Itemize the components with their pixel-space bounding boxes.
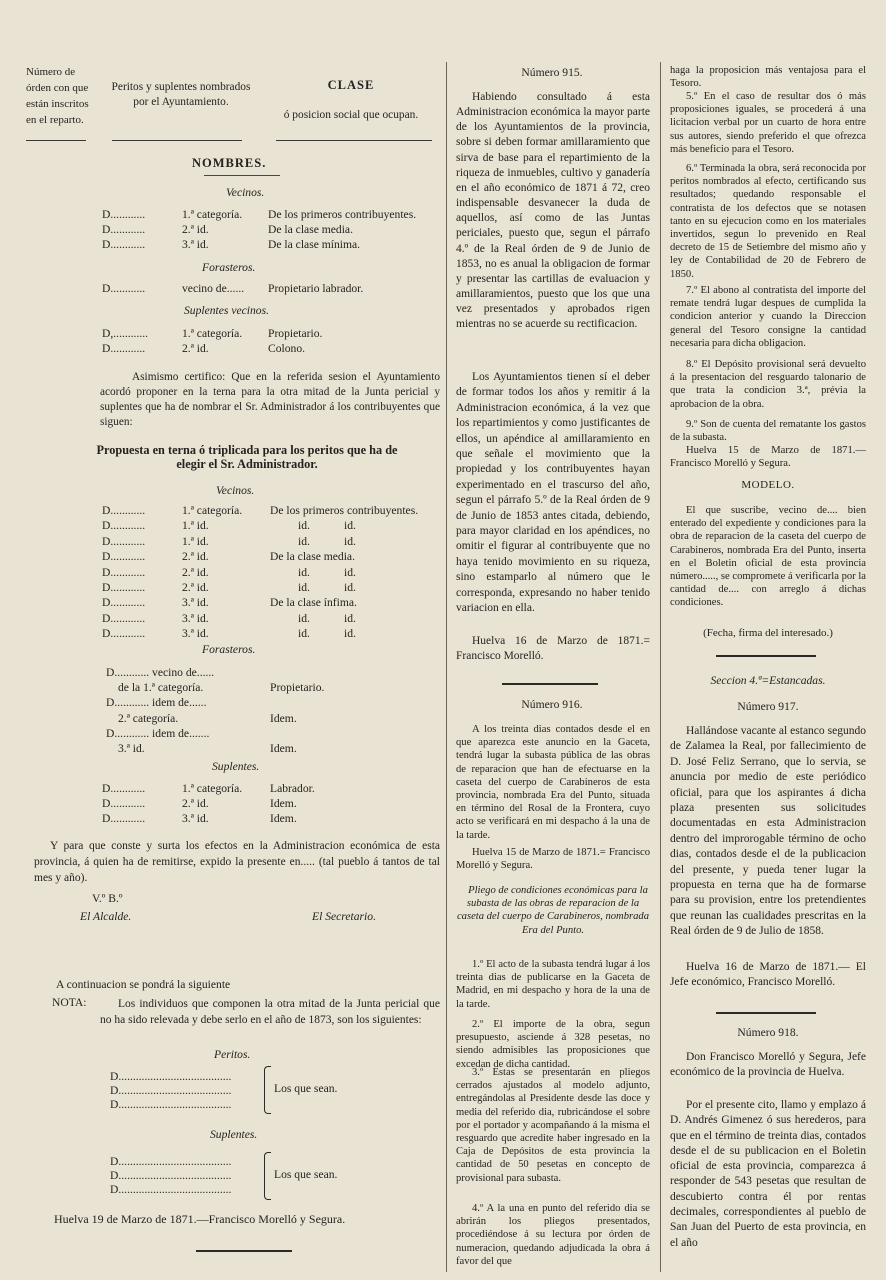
- nota-paragraph: Los individuos que componen la otra mitad de la Junta pericial que no ha sido relevada y debe serlo en el año de 1873, son los siguientes:: [100, 998, 440, 1026]
- cell: 2.ª id.: [182, 565, 209, 579]
- nombres-heading: NOMBRES.: [192, 156, 267, 170]
- brace: [264, 1152, 271, 1200]
- closing-rule: [196, 1250, 292, 1252]
- suplentes-heading: Suplentes.: [212, 760, 260, 773]
- condicion-5: 5.º En el caso de resultar dos ó más proposiciones iguales, se procederá á una licitacion verbal por un cuarto de hora entre sus autores, siendo preferido el que ofrezca más beneficio para el Tesoro.: [670, 91, 866, 155]
- cell: D............ idem de......: [106, 696, 207, 710]
- column-right: [668, 0, 868, 1280]
- cell: id.: [298, 627, 310, 641]
- modelo-heading: MODELO.: [741, 479, 795, 491]
- continued-text: haga la proposicion más ventajosa para el Tesoro.: [670, 65, 866, 90]
- header-underline: [26, 140, 86, 141]
- conste-paragraph: Y para que conste y surta los efectos en la Administracion económica de esta provincia, á quien ha de remitirse, expido la presente en..... (tal pueblo á tantos de tal mes y año).: [34, 840, 440, 884]
- cell: Colono.: [268, 342, 306, 355]
- visto-bueno: V.º B.º: [92, 892, 123, 905]
- header-underline: [112, 140, 242, 141]
- cell: D............: [102, 581, 146, 594]
- cell: 1.ª id.: [182, 534, 209, 548]
- column-rule: [446, 62, 447, 1272]
- vecinos-heading: Vecinos.: [226, 186, 265, 199]
- cell: 1.ª categoría.: [182, 782, 243, 795]
- cell: 3.ª id.: [118, 742, 145, 755]
- separator-rule: [716, 655, 816, 657]
- propuesta-heading: Propuesta en terna ó triplicada para los peritos que ha de elegir el Sr. Administrador.: [96, 443, 398, 471]
- condicion-6: 6.º Terminada la obra, será reconocida por peritos nombrados al efecto, certificando sus resultados; quedando responsable el contratista de los defectos que se notasen tanto en su ejecucion como en los materiales invertidos, segun lo prevenido en Real decreto de 15 de Setiembre del mismo año y ley de Contabilidad de 20 de Febrero de 1850.: [670, 163, 866, 280]
- cell: 1.ª id.: [182, 519, 209, 533]
- nombres-underline: [204, 175, 280, 176]
- cell: D............: [102, 519, 146, 533]
- cell: De la clase media.: [270, 550, 355, 564]
- brace: [264, 1066, 271, 1114]
- cell: 3.ª id.: [182, 238, 209, 251]
- column-rule: [660, 62, 661, 1272]
- cell: D............: [102, 611, 146, 625]
- condicion-1: 1.º El acto de la subasta tendrá lugar á los treinta dias de publicarse en la Gaceta de Madrid, en mi despacho y hora de la una de la tarde.: [456, 959, 650, 1010]
- cell: Propietario.: [268, 327, 323, 340]
- peritos-heading: Peritos.: [214, 1048, 251, 1061]
- alcalde-label: El Alcalde.: [80, 910, 132, 923]
- cell: Idem.: [270, 812, 297, 825]
- condicion-3: 3.º Estas se presentarán en pliegos cerrados ajustados al modelo adjunto, entregándolas al Presidente desde las doce y media del referido dia, rubricándose el sobre por el portador y acompañando á la misma el resguardo que acredite haber ingresado en la Caja de Depósitos de esta provincia la cantidad de 50 pesetas en concepto de provisional para subasta.: [456, 1067, 650, 1184]
- cell: 2.ª id.: [182, 550, 209, 564]
- cell: D............: [102, 208, 146, 221]
- cell: id.: [344, 581, 356, 594]
- cell: D............ vecino de......: [106, 666, 215, 679]
- column-middle: [452, 0, 652, 1280]
- cell: id.: [298, 581, 310, 594]
- cell: D............: [102, 812, 146, 825]
- paragraph-918: Por el presente cito, llamo y emplazo á D. Andrés Gimenez ó sus herederos, para que en el término de treinta dias, contados desde el de su publicacion en el Boletin oficial de esta provincia, comparezca á responder de 543 pesetas que resultan de descubierto contra él por rentas decimales, correspondientes al pueblo de San Juan del Puerto de esta provincia, en el año: [670, 1099, 866, 1249]
- suplentes-vecinos-heading: Suplentes vecinos.: [184, 304, 269, 317]
- cell: 1.ª categoría.: [182, 208, 243, 221]
- cell: D............: [102, 627, 146, 641]
- list-item: D.......................................: [110, 1183, 232, 1196]
- list-item: D.......................................: [110, 1155, 232, 1168]
- forasteros-heading: Forasteros.: [202, 261, 256, 274]
- numero-916-heading: Número 916.: [521, 698, 583, 711]
- modelo-text: El que suscribe, vecino de.... bien enterado del expediente y condiciones para la obra de reparacion de la caseta del cuerpo de Carabineros, nombrada Era del Punto, inserta en el Boletin oficial de esta provincia número....., se compromete á verificarla por la cantidad de.... con arreglo á dichas condiciones.: [670, 505, 866, 609]
- cell: id.: [344, 627, 356, 641]
- firma-917: Huelva 16 de Marzo de 1871.— El Jefe económico, Francisco Morelló.: [670, 961, 866, 989]
- cell: 3.ª id.: [182, 627, 209, 641]
- cell: id.: [298, 534, 310, 548]
- seccion-heading: Seccion 4.ª=Estancadas.: [710, 674, 826, 687]
- cell: D............: [102, 565, 146, 579]
- condicion-2: 2.º El importe de la obra, segun presupuesto, asciende á 328 pesetas, no siendo admisibles las proposiciones que excedan de dicha cantidad.: [456, 1019, 650, 1070]
- column-left: Número de órden con que están inscritos en el reparto. Peritos y suplentes nombrados por el Ayuntamiento. CLASE ó posicion social que ocupan. NOMBRES. Vecinos. D............ 1.ª categoría. De los primeros contribuyentes. D............ 2.ª id. De la clase media. D............ 3.ª id. De la clase mínima. Forasteros. D............ vecino de...... Propietario labrador. Suplentes vecinos. D,............ 1.ª categoría. Propietario. D............ 2.ª id. Colono. Asimismo certifico: Que en la referida sesion el Ayuntamiento acordó proponer en la terna para la otra mitad de la Junta pericial y suplentes que ha de nombrar el Sr. Administrador á los contribuyentes que siguen: Propuesta en terna ó triplicada para los peritos que ha de elegir el Sr. Administrador. Vecinos. D............ 1.ª categoría. De los primeros contribuyentes. D............ 1.ª id. id. id. D............ 1.ª id. id. id. D............ 2.ª id. De la clase media. D............ 2.ª id. id. id. D............ 2.ª id. id. id. D............ 3.ª id. De la clase ínfima. D............ 3.ª id. id. id. D............ 3.ª id. id. id. Forasteros. D............ vecino de...... de la 1.ª categoría. Propietario. D............ idem de...... 2.ª categoría. Idem. D............ idem de....... 3.ª id. Idem. Suplentes. D............ 1.ª categoría. Labrador. D............ 2.ª id. Idem. D............ 3.ª id. Idem. Y para que conste y surta los efectos en la Administracion económica de esta provincia, á quien ha de remitirse, expido la presente en..... (tal pueblo á tantos de tal mes y año). V.º B.º El Alcalde. El Secretario. A continuacion se pondrá la siguiente NOTA: Los individuos que componen la otra mitad de la Junta pericial que no ha sido relevada y debe serlo en el año de 1873, son los siguientes: Peritos. D....................................... D....................................... D....................................... Los que sean. Suplentes. D....................................... D....................................... D....................................... Los que sean. Huelva 19 de Marzo de 1871.—Francisco Morelló y Segura.: [26, 0, 440, 1280]
- numero-917-heading: Número 917.: [737, 700, 799, 713]
- cell: De los primeros contribuyentes.: [268, 208, 417, 221]
- cell: id.: [344, 519, 356, 533]
- cell: id.: [344, 611, 356, 625]
- list-item: D.......................................: [110, 1169, 232, 1182]
- condicion-8: 8.º El Depósito provisional será devuelto á la presentacion del resguardo talonario de que trata la condicion 3.ª, prévia la aprobacion de la obra.: [670, 359, 866, 410]
- cell: 1.ª categoría.: [182, 504, 243, 517]
- cell: id.: [298, 519, 310, 533]
- secretario-label: El Secretario.: [312, 910, 376, 923]
- list-item: D.......................................: [110, 1084, 232, 1097]
- firma-left: Huelva 19 de Marzo de 1871.—Francisco Morelló y Segura.: [54, 1212, 346, 1226]
- asimismo-paragraph: Asimismo certifico: Que en la referida sesion el Ayuntamiento acordó proponer en la terna para la otra mitad de la Junta pericial y suplentes que ha de nombrar el Sr. Administrador á los contribuyentes que siguen:: [100, 371, 440, 428]
- cell: id.: [298, 565, 310, 579]
- continuacion-line: A continuacion se pondrá la siguiente: [56, 978, 231, 991]
- cell: Propietario.: [270, 681, 325, 695]
- table-header-clase-sub: ó posicion social que ocupan.: [283, 109, 419, 121]
- condicion-7: 7.º El abono al contratista del importe del remate tendrá lugar despues de cumplida la condicion anterior y cuando la Direccion general del Tesoro consigne la cantidad necesaria para dicha obligacion.: [670, 285, 866, 349]
- los-que-sean-label: Los que sean.: [274, 1082, 338, 1095]
- forasteros-heading: Forasteros.: [202, 643, 256, 656]
- pliego-heading: Pliego de condiciones económicas para la subasta de las obras de reparacion de la caseta del cuerpo de Carabineros, nombrada Era del Punto.: [456, 885, 650, 936]
- cell: D............: [102, 534, 146, 548]
- cell: D............: [102, 550, 146, 564]
- cell: De la clase mínima.: [268, 238, 361, 251]
- paragraph-915b: Los Ayuntamientos tienen sí el deber de formar todos los años y remitir á la Administracion económica, á la vez que los repartimientos y como justificantes de ellos, un apéndice al amillaramiento en que señale el movimiento que la propiedad y los contribuyentes hayan experimentado en el trascurso del año, segun el párrafo 5.º de la Real órden de 9 de Junio de 1853 antes citada, debiendo, para mayor claridad en los apéndices, no omitir el figurar al contribuyente que no haya tenido movimiento en su riqueza, sino estamparlo al número que le corresponda, expresando no haber tenido variacion en ella.: [456, 371, 650, 615]
- cell: 3.ª id.: [182, 611, 209, 625]
- cell: D............: [102, 238, 146, 251]
- header-underline: [276, 140, 432, 141]
- cell: De la clase media.: [268, 223, 353, 236]
- fecha-firma: (Fecha, firma del interesado.): [703, 627, 833, 639]
- table-header-peritos: Peritos y suplentes nombrados por el Ayuntamiento.: [111, 81, 251, 108]
- cell: De la clase ínfima.: [270, 596, 357, 610]
- los-que-sean-label: Los que sean.: [274, 1168, 338, 1181]
- cell: Idem.: [270, 797, 297, 810]
- cell: 3.ª id.: [182, 596, 209, 610]
- table-header-clase: CLASE: [327, 78, 375, 92]
- paragraph-915: Habiendo consultado á esta Administracion económica la mayor parte de los Ayuntamientos de la provincia, sobre si deben formar amillaramiento que sirva de base para el repartimiento de la riqueza de inmuebles, cultivo y ganadería en el año económico de 1871 á 72, creo indispensable desvanecer la duda de aquellos, así como de las Juntas periciales, puesto que, segun el párrafo 4.º de la Real órden de 9 de Junio de 1853, no es anual la obligacion de formar y presentar las cartillas de evaluacion y amillaramientos, puesto que los que una vez presentados y aprobados rigen mientras no se acuerde su rectificacion.: [456, 91, 650, 331]
- cell: id.: [344, 534, 356, 548]
- firma-916: Huelva 15 de Marzo de 1871.= Francisco Morelló y Segura.: [456, 847, 650, 872]
- condicion-4: 4.º A la una en punto del referido dia se abrirán los pliegos presentados, procediéndose á su lectura por órden de numeracion, quedando adjudicada la obra á favor del que: [456, 1203, 650, 1267]
- cell: 3.ª id.: [182, 812, 209, 825]
- condicion-9: 9.º Son de cuenta del rematante los gastos de la subasta.: [670, 419, 866, 444]
- cell: 2.ª id.: [182, 581, 209, 594]
- list-item: D.......................................: [110, 1070, 232, 1083]
- paragraph-918-intro: Don Francisco Morelló y Segura, Jefe económico de la provincia de Huelva.: [670, 1051, 866, 1079]
- cell: D............: [102, 504, 146, 517]
- separator-rule: [716, 1012, 816, 1014]
- vecinos-heading: Vecinos.: [216, 484, 255, 497]
- numero-918-heading: Número 918.: [737, 1026, 799, 1039]
- cell: D............: [102, 596, 146, 610]
- cell: Idem.: [270, 711, 297, 725]
- suplentes-heading: Suplentes.: [210, 1128, 258, 1141]
- cell: Idem.: [270, 742, 297, 755]
- numero-915-heading: Número 915.: [521, 66, 583, 79]
- cell: D............: [102, 797, 146, 810]
- firma-condiciones: Huelva 15 de Marzo de 1871.— Francisco Morelló y Segura.: [670, 445, 866, 470]
- cell: D,............: [102, 327, 149, 340]
- cell: de la 1.ª categoría.: [118, 681, 204, 695]
- cell: 2.ª id.: [182, 223, 209, 236]
- cell: D............ idem de.......: [106, 726, 210, 740]
- cell: 2.ª id.: [182, 342, 209, 355]
- cell: id.: [344, 565, 356, 579]
- list-item: D.......................................: [110, 1098, 232, 1111]
- cell: D............: [102, 223, 146, 236]
- cell: 1.ª categoría.: [182, 327, 243, 340]
- paragraph-917: Hallándose vacante al estanco segundo de Zalamea la Real, por fallecimiento de D. José Feliz Serrano, que lo servia, se anuncia por medio de este periódico oficial, para que los aspirantes á dicha plaza presenten sus solicitudes documentadas en esta Administracion dentro del improrogable término de ocho dias, contados desde el de la publicacion del presente, y pueda tener lugar la propuesta en terna que ha de formarse para su provision, entre los pretendientes que reunan las cualidades prescritas en la Real órden de 9 de Julio de 1858.: [670, 725, 866, 938]
- cell: Labrador.: [270, 782, 315, 795]
- separator-rule: [502, 683, 598, 685]
- cell: id.: [298, 611, 310, 625]
- cell: 2.ª id.: [182, 797, 209, 810]
- table-header-order: Número de órden con que están inscritos en el reparto.: [26, 66, 89, 126]
- firma-915: Huelva 16 de Marzo de 1871.= Francisco Morelló.: [456, 635, 650, 662]
- cell: 2.ª categoría.: [118, 711, 179, 725]
- cell: D............: [102, 342, 146, 355]
- cell: D............: [102, 782, 146, 795]
- nota-label: NOTA:: [52, 996, 87, 1009]
- paragraph-916: A los treinta dias contados desde el en que aparezca este anuncio en la Gaceta, tendrá lugar la subasta pública de las obras de reparacion que han de efectuarse en la caseta del cuerpo de Carabineros de esta provincia, nombrada Era del Punto, situada en término del Rosal de la Frontera, cuyo acto se verificará en mi despacho á la una de la tarde.: [456, 724, 650, 841]
- cell: De los primeros contribuyentes.: [270, 504, 419, 517]
